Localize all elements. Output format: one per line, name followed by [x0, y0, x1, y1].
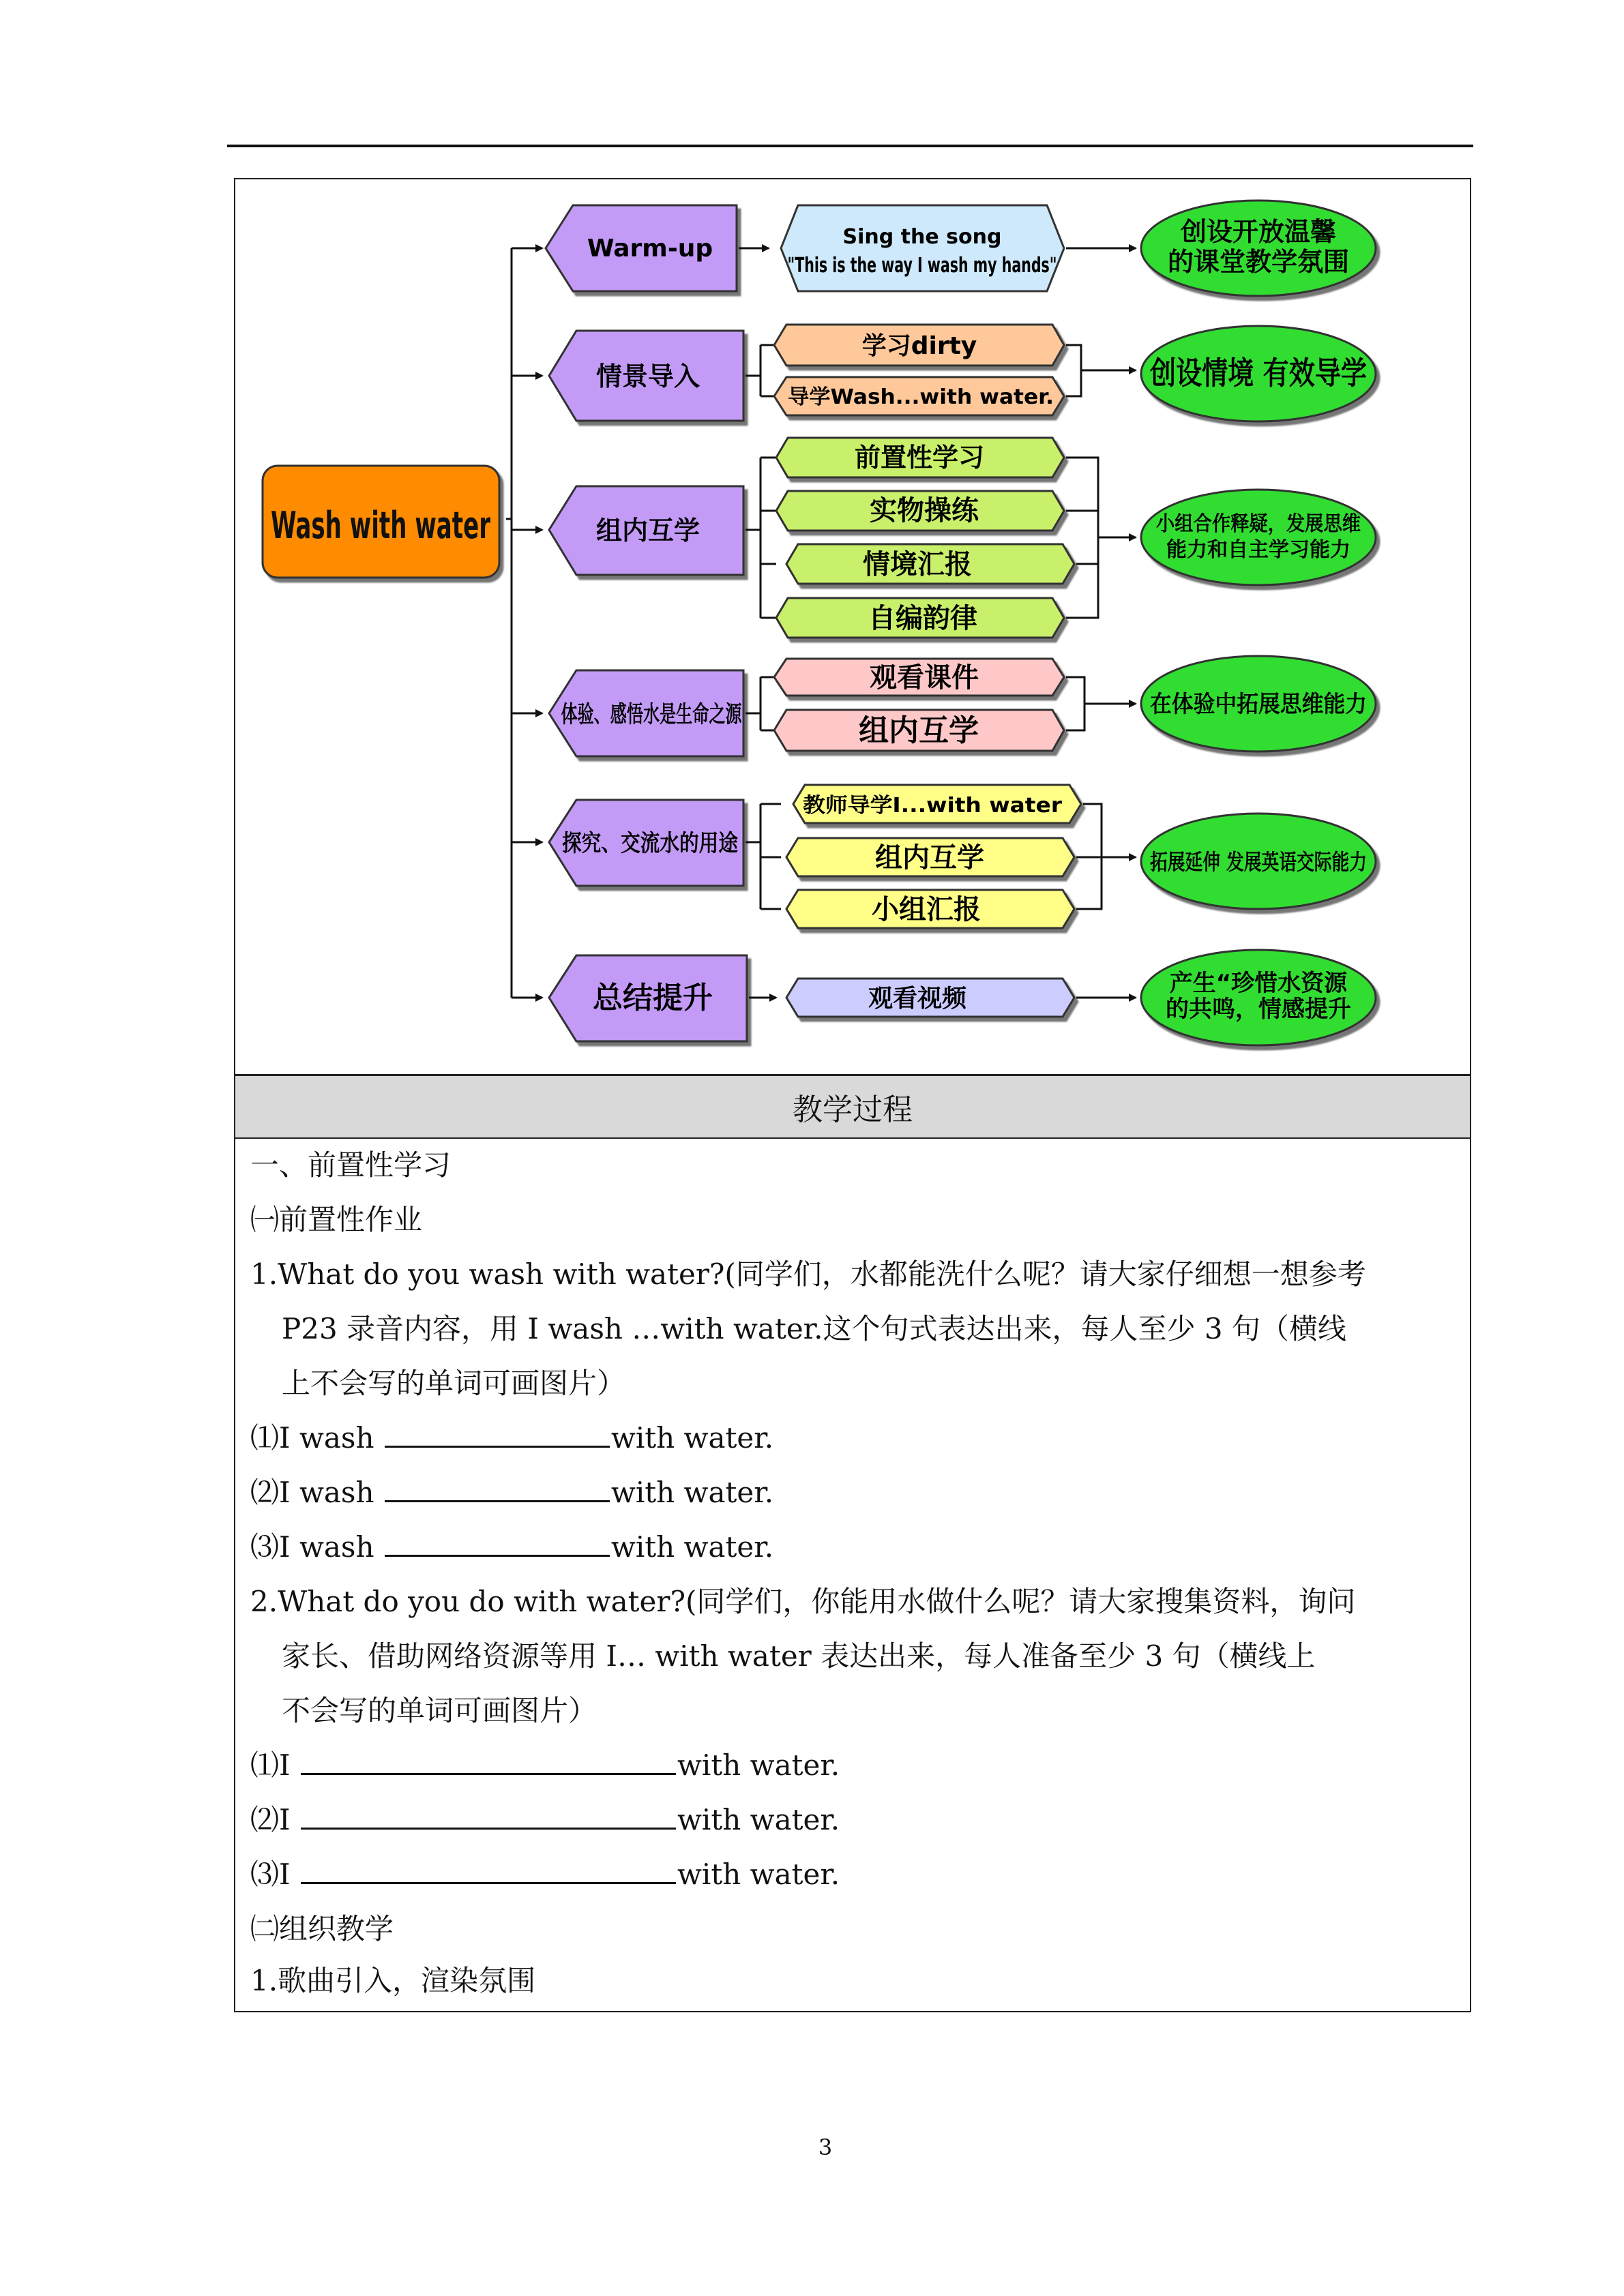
question-text: P23 录音内容，用 I wash …with water.这个句式表达出来，每人至少 3 句（横线 — [282, 1312, 1346, 1345]
activity-label: 组内互学 — [875, 842, 984, 874]
activity-practice — [776, 491, 1064, 531]
step-scene-intro — [549, 331, 743, 421]
activity-connectors — [739, 248, 781, 998]
goal-5 — [1141, 814, 1376, 909]
activity-watch-video — [786, 979, 1074, 1017]
goal-label: 创设开放温馨 — [1180, 217, 1337, 247]
step-label: 探究、交流水的用途 — [562, 830, 738, 857]
fill-blank-item: ⑴I wash with water. — [250, 1411, 773, 1465]
activity-group-study — [786, 838, 1074, 876]
page-number: 3 — [818, 2134, 833, 2160]
activity-label: 观看视频 — [868, 985, 967, 1013]
activity-label: 情境汇报 — [863, 549, 972, 580]
activity-water-importance — [774, 710, 1064, 751]
fill-blank-item: ⑴I with water. — [250, 1738, 840, 1793]
goal-label: 能力和自主学习能力 — [1166, 538, 1350, 562]
step-warmup — [546, 205, 737, 291]
activity-label: 组内互学 — [859, 713, 979, 748]
activity-label: 导学Wash...with water. — [788, 385, 1054, 409]
question-text: 2.What do you do with water?(同学们，你能用水做什么呢？请大家搜集资料，询问 — [250, 1585, 1356, 1618]
fill-blank-item: ⑵I wash with water. — [250, 1465, 773, 1520]
question-text: 上不会写的单词可画图片） — [282, 1367, 626, 1400]
goal-label: 产生“珍惜水资源 — [1169, 970, 1348, 997]
answer-blank[interactable] — [301, 1855, 676, 1884]
goal-label: 拓展延伸 发展英语交际能力 — [1150, 849, 1367, 875]
goal-label: 在体验中拓展思维能力 — [1150, 691, 1367, 718]
activity-teacher-guide — [793, 785, 1081, 823]
step-label: 总结提升 — [593, 981, 713, 1015]
activity-watch-courseware — [774, 659, 1064, 696]
list-item: 1.歌曲引入，渲染氛围 — [250, 1964, 536, 1997]
answer-blank[interactable] — [385, 1418, 610, 1448]
answer-blank[interactable] — [301, 1800, 676, 1830]
step-label: Warm-up — [587, 235, 713, 263]
activity-chant — [776, 598, 1064, 638]
fill-blank-item: ⑶I with water. — [250, 1847, 840, 1902]
step-explore — [549, 800, 743, 886]
lesson-table — [234, 178, 1471, 2013]
activity-label: 前置性学习 — [854, 443, 985, 473]
question-text: 1.What do you wash with water?(同学们，水都能洗什么呢？请大家仔细想一想参考 — [250, 1257, 1366, 1291]
trunk-connector — [506, 248, 542, 998]
answer-blank[interactable] — [385, 1527, 610, 1557]
goal-label: 小组合作释疑，发展思维 — [1156, 512, 1361, 536]
question-text: 家长、借助网络资源等用 I… with water 表达出来，每人准备至少 3 句（横线上 — [282, 1639, 1316, 1673]
goal-1 — [1141, 200, 1376, 296]
activity-wash-guide — [774, 377, 1064, 415]
goal-3 — [1141, 490, 1376, 585]
goal-4 — [1141, 656, 1376, 751]
goal-label: 创设情境 有效导学 — [1150, 355, 1367, 391]
step-experience — [549, 670, 743, 756]
answer-blank[interactable] — [301, 1746, 676, 1775]
goal-label: 的共鸣，情感提升 — [1166, 996, 1351, 1023]
goal-connectors — [1066, 248, 1136, 998]
process-body — [234, 1138, 1471, 2012]
activity-dirty — [774, 325, 1064, 366]
activity-song — [781, 205, 1064, 291]
activity-label: Sing the song — [842, 225, 1002, 249]
question-text: 不会写的单词可画图片） — [282, 1694, 597, 1727]
activity-label: 小组汇报 — [872, 894, 981, 925]
process-header — [234, 1075, 1471, 1139]
subsection-title: ㈠前置性作业 — [250, 1203, 423, 1236]
activity-label: "This is the way I wash my hands" — [787, 254, 1057, 278]
goal-label: 的课堂教学氛围 — [1167, 247, 1350, 277]
activity-label: 学习dirty — [861, 332, 977, 360]
step-label: 情景导入 — [595, 361, 700, 391]
activity-label: 自编韵律 — [868, 603, 977, 634]
answer-blank[interactable] — [385, 1473, 610, 1502]
activity-report — [786, 544, 1074, 584]
activity-pre-study — [776, 438, 1064, 477]
activity-label: 实物操练 — [870, 495, 979, 526]
header-rule — [227, 145, 1473, 147]
step-group-learning — [549, 486, 743, 575]
goal-6 — [1141, 950, 1376, 1045]
goal-2 — [1141, 326, 1376, 421]
process-title: 教学过程 — [793, 1092, 913, 1127]
activity-label: 教师导学I...with water — [803, 794, 1063, 818]
fill-blank-item: ⑵I with water. — [250, 1793, 840, 1847]
activity-label: 观看课件 — [870, 662, 979, 694]
subsection-title: ㈡组织教学 — [250, 1912, 394, 1945]
root-node — [263, 466, 499, 578]
step-label: 体验、感悟水是生命之源 — [561, 701, 743, 728]
fill-blank-item: ⑶I wash with water. — [250, 1520, 773, 1575]
root-label: Wash with water — [271, 504, 491, 547]
activity-group-report — [786, 890, 1074, 928]
step-label: 组内互学 — [595, 516, 700, 546]
lesson-flow-diagram — [234, 178, 1471, 1075]
section-title: 一、前置性学习 — [250, 1148, 452, 1182]
step-summary — [549, 955, 747, 1041]
